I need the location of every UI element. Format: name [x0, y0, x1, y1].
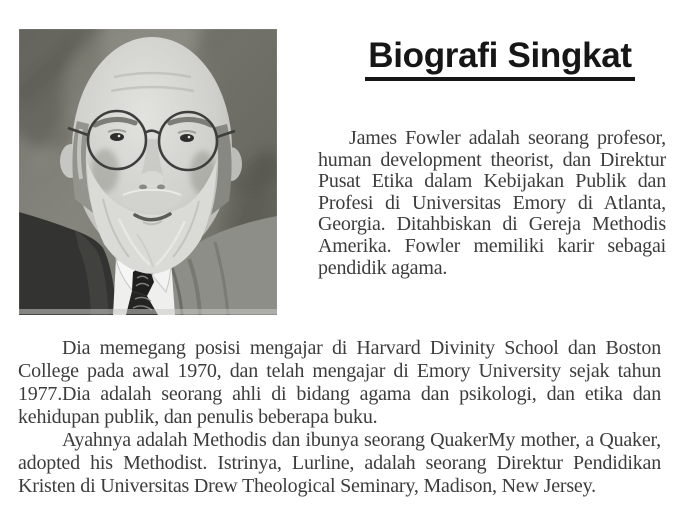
portrait-photo-svg [19, 29, 277, 315]
text-line: human development theorist, dan Direktur [318, 148, 666, 171]
text-line: Georgia. Ditahbiskan di Gereja Methodis [318, 213, 666, 236]
text-line: Ayahnya adalah Methodis dan ibunya seorang QuakerMy mother, a Quaker, [62, 429, 661, 451]
text-line: Kristen di Universitas Drew Theological Seminary, Madison, New Jersey. [18, 475, 596, 497]
text-line: adopted his Methodist. Istrinya, Lurline, adalah seorang Direktur Pendidikan [18, 452, 661, 474]
text-line: Amerika. Fowler memiliki karir sebagai [318, 234, 666, 257]
right-text-block [318, 128, 666, 279]
text-line: James Fowler adalah seorang profesor, [349, 127, 666, 149]
bottom-paragraph-2 [18, 429, 661, 498]
bottom-text-block [18, 337, 661, 498]
page-title: Biografi Singkat [365, 36, 635, 81]
text-line: Pusat Etika dalam Kebijakan Publik dan [318, 170, 666, 193]
portrait-photo [19, 29, 277, 315]
text-line: Dia memegang posisi mengajar di Harvard Divinity School dan Boston [62, 337, 661, 359]
bottom-paragraph-1 [18, 337, 661, 429]
text-line: College pada awal 1970, dan telah mengajar di Emory University sejak tahun [18, 360, 661, 382]
text-line: Profesi di Universitas Emory di Atlanta, [318, 191, 666, 214]
text-line: pendidik agama. [318, 256, 448, 279]
title-block [300, 36, 700, 81]
text-line: 1977.Dia adalah seorang ahli di bidang agama dan psikologi, dan etika dan [18, 383, 661, 405]
text-line: kehidupan publik, dan penulis beberapa buku. [18, 406, 378, 428]
photo-bottom-band [19, 309, 277, 314]
